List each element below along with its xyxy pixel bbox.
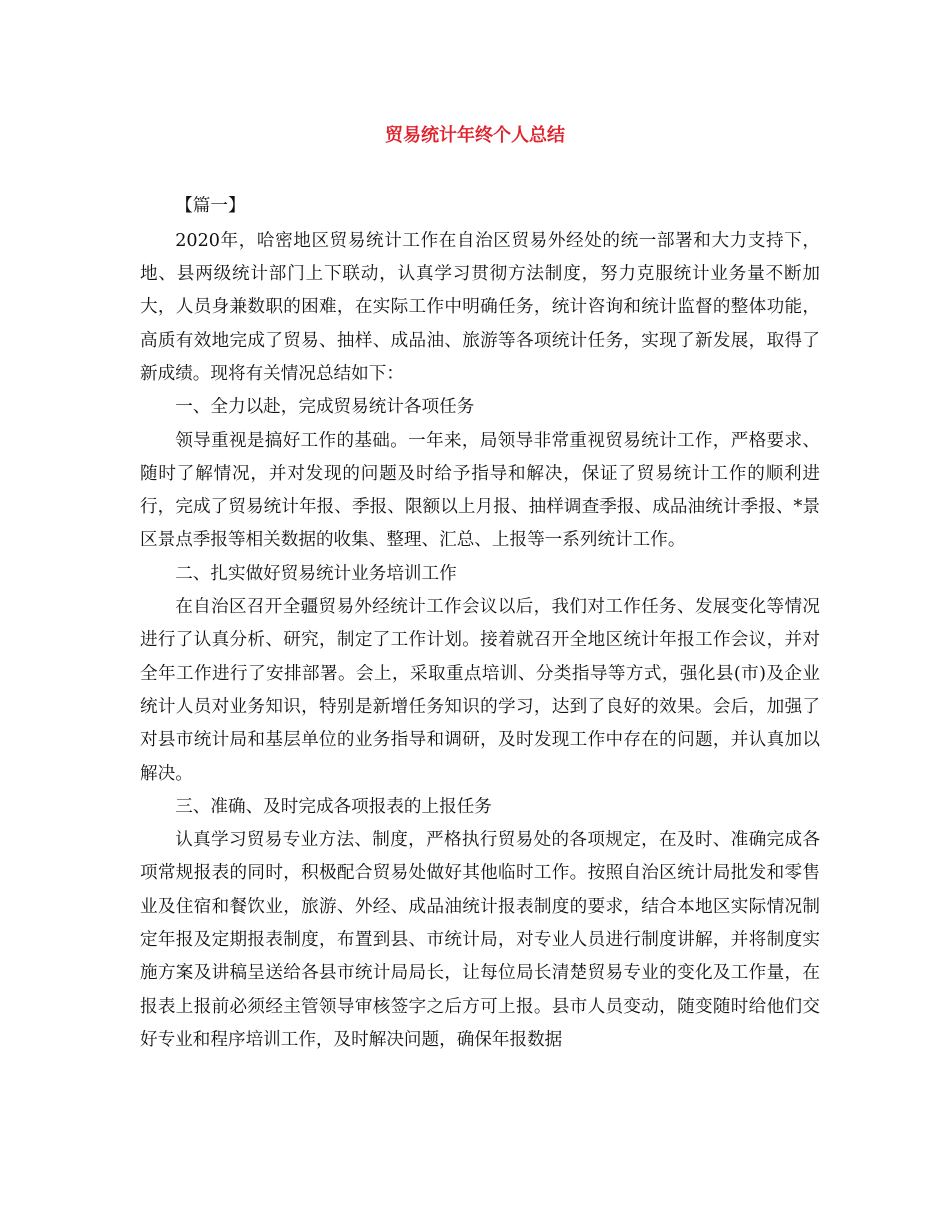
body-paragraph: 在自治区召开全疆贸易外经统计工作会议以后，我们对工作任务、发展变化等情况进行了认真分析、研究，制定了工作计划。接着就召开全地区统计年报工作会议，并对全年工作进行了安排部署。会上，采取重点培训、分类指导等方式，强化县(市)及企业统计人员对业务知识，特别是新增任务知识的学习，达到了良好的效果。会后，加强了对县市统计局和基层单位的业务指导和调研，及时发现工作中存在的问题，并认真加以解决。 — [140, 597, 820, 784]
document-body — [140, 190, 820, 1057]
document-title: 贸易统计年终个人总结 — [385, 125, 565, 146]
section-heading-3: 三、准确、及时完成各项报表的上报任务 — [175, 796, 492, 817]
body-paragraph: 领导重视是搞好工作的基础。一年来，局领导非常重视贸易统计工作，严格要求、随时了解情况，并对发现的问题及时给予指导和解决，保证了贸易统计工作的顺利进行，完成了贸易统计年报、季报、限额以上月报、抽样调查季报、成品油统计季报、*景区景点季报等相关数据的收集、整理、汇总、上报等一系列统计工作。 — [140, 430, 820, 551]
intro-paragraph: 2020年，哈密地区贸易统计工作在自治区贸易外经处的统一部署和大力支持下，地、县两级统计部门上下联动，认真学习贯彻方法制度，努力克服统计业务量不断加大，人员身兼数职的困难，在实际工作中明确任务，统计咨询和统计监督的整体功能，高质有效地完成了贸易、抽样、成品油、旅游等各项统计任务，实现了新发展，取得了新成绩。现将有关情况总结如下： — [140, 230, 820, 384]
section-heading-1: 一、全力以赴，完成贸易统计各项任务 — [175, 397, 475, 418]
body-paragraph: 认真学习贸易专业方法、制度，严格执行贸易处的各项规定，在及时、准确完成各项常规报表的同时，积极配合贸易处做好其他临时工作。按照自治区统计局批发和零售业及住宿和餐饮业，旅游、外经、成品油统计报表制度的要求，结合本地区实际情况制定年报及定期报表制度，布置到县、市统计局，对专业人员进行制度讲解，并将制度实施方案及讲稿呈送给各县市统计局局长，让每位局长清楚贸易专业的变化及工作量，在报表上报前必须经主管领导审核签字之后方可上报。县市人员变动，随变随时给他们交好专业和程序培训工作，及时解决问题，确保年报数据 — [140, 830, 820, 1050]
section-heading-2: 二、扎实做好贸易统计业务培训工作 — [175, 563, 457, 584]
section-label: 【篇一】 — [175, 196, 246, 216]
